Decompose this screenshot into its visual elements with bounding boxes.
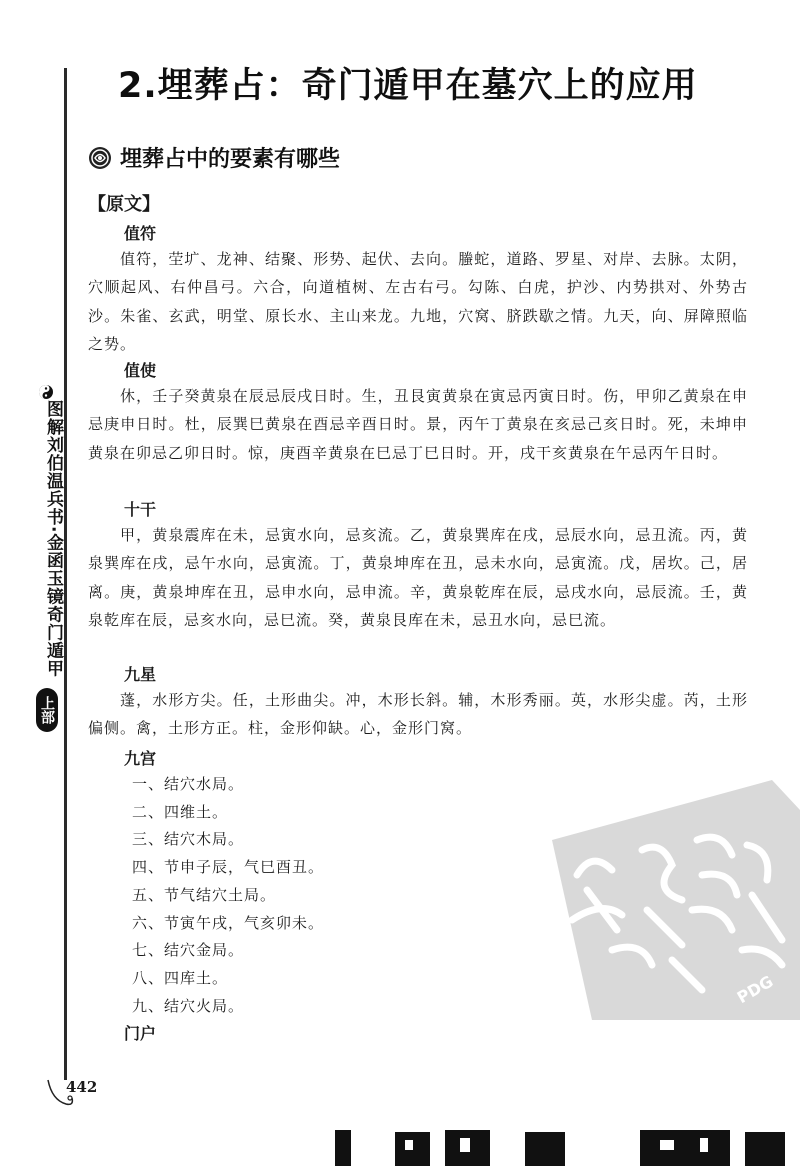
- original-text-label: 【原文】: [88, 194, 160, 215]
- list-item: 六、节寅午戌，气亥卯未。: [132, 913, 325, 932]
- list-item: 二、四维土。: [132, 802, 229, 821]
- ornament-icon: [88, 146, 112, 170]
- paragraph-shigan: 甲，黄泉震库在未，忌寅水向，忌亥流。乙，黄泉巽库在戌，忌辰水向，忌丑流。丙，黄泉巽库在戌，忌午水向，忌寅流。丁，黄泉坤库在丑，忌未水向，忌寅流。戊，居坎。己，居离。庚，黄泉坤库在丑，忌申水向，忌申流。辛，黄泉乾库在辰，忌戌水向，忌辰流。壬，黄泉乾库在辰，忌亥水向，忌巳流。癸，黄泉艮库在未，忌丑水向，忌巳流。: [88, 526, 748, 630]
- subheading-jiuxing: 九星: [124, 665, 157, 684]
- list-item: 八、四库土。: [132, 968, 229, 987]
- margin-rule: [64, 68, 67, 1080]
- palace-list: [132, 771, 324, 1020]
- subheading-zhishi: 值使: [124, 361, 157, 380]
- list-item: 一、结穴水局。: [132, 775, 245, 793]
- paragraph-zhishi: 休，壬子癸黄泉在辰忌辰戌日时。生，丑艮寅黄泉在寅忌丙寅日时。伤，甲卯乙黄泉在申忌庚申日时。杜，辰巽巳黄泉在酉忌辛酉日时。景，丙午丁黄泉在亥忌己亥日时。死，未坤申黄泉在卯忌乙卯日时。惊，庚酉辛黄泉在巳忌丁巳日时。开，戌干亥黄泉在午忌丙午日时。: [88, 387, 748, 462]
- list-item: 四、节申子辰，气巳酉丑。: [132, 858, 325, 877]
- list-item: 九、结穴火局。: [132, 996, 245, 1015]
- subheading-zhifu: 值符: [124, 224, 157, 243]
- page-number: 442: [66, 1078, 98, 1096]
- subheading-shigan: 十干: [124, 500, 157, 519]
- section-title: 埋葬占中的要素有哪些: [120, 147, 341, 172]
- subheading-menhu: 门户: [124, 1024, 157, 1043]
- taiji-icon: [38, 384, 54, 400]
- paragraph-zhifu: 值符，茔圹、龙神、结聚、形势、起伏、去向。螣蛇，道路、罗星、对岸、去脉。太阴，穴顺起风、右仲昌弓。六合，向道植树、左古右弓。勾陈、白虎，护沙、内势拱对、外势古沙。朱雀、玄武，明堂、原长水、主山来龙。九地，穴窝、脐跌歇之情。九天，向、屏障照临之势。: [88, 250, 748, 354]
- scan-artifact-band: [0, 1128, 800, 1166]
- paragraph-jiuxing: 蓬，水形方尖。任，土形曲尖。冲，木形长斜。辅，木形秀丽。英，水形尖虚。芮，土形偏侧。禽，土形方正。柱，金形仰缺。心，金形门窝。: [88, 691, 748, 738]
- list-item: 五、节气结穴土局。: [132, 885, 277, 904]
- chapter-title: 2.埋葬占：奇门遁甲在墓穴上的应用: [118, 66, 698, 106]
- list-item: 七、结穴金局。: [132, 941, 245, 960]
- subheading-jiugong: 九宫: [124, 749, 157, 768]
- section-heading: [88, 142, 340, 173]
- watermark-text: PDG: [733, 971, 777, 1008]
- book-title-vertical: 图解刘伯温兵书·金函玉镜奇门遁甲: [43, 400, 63, 678]
- list-item: 三、结穴木局。: [132, 830, 245, 849]
- volume-badge: 上部: [36, 688, 58, 732]
